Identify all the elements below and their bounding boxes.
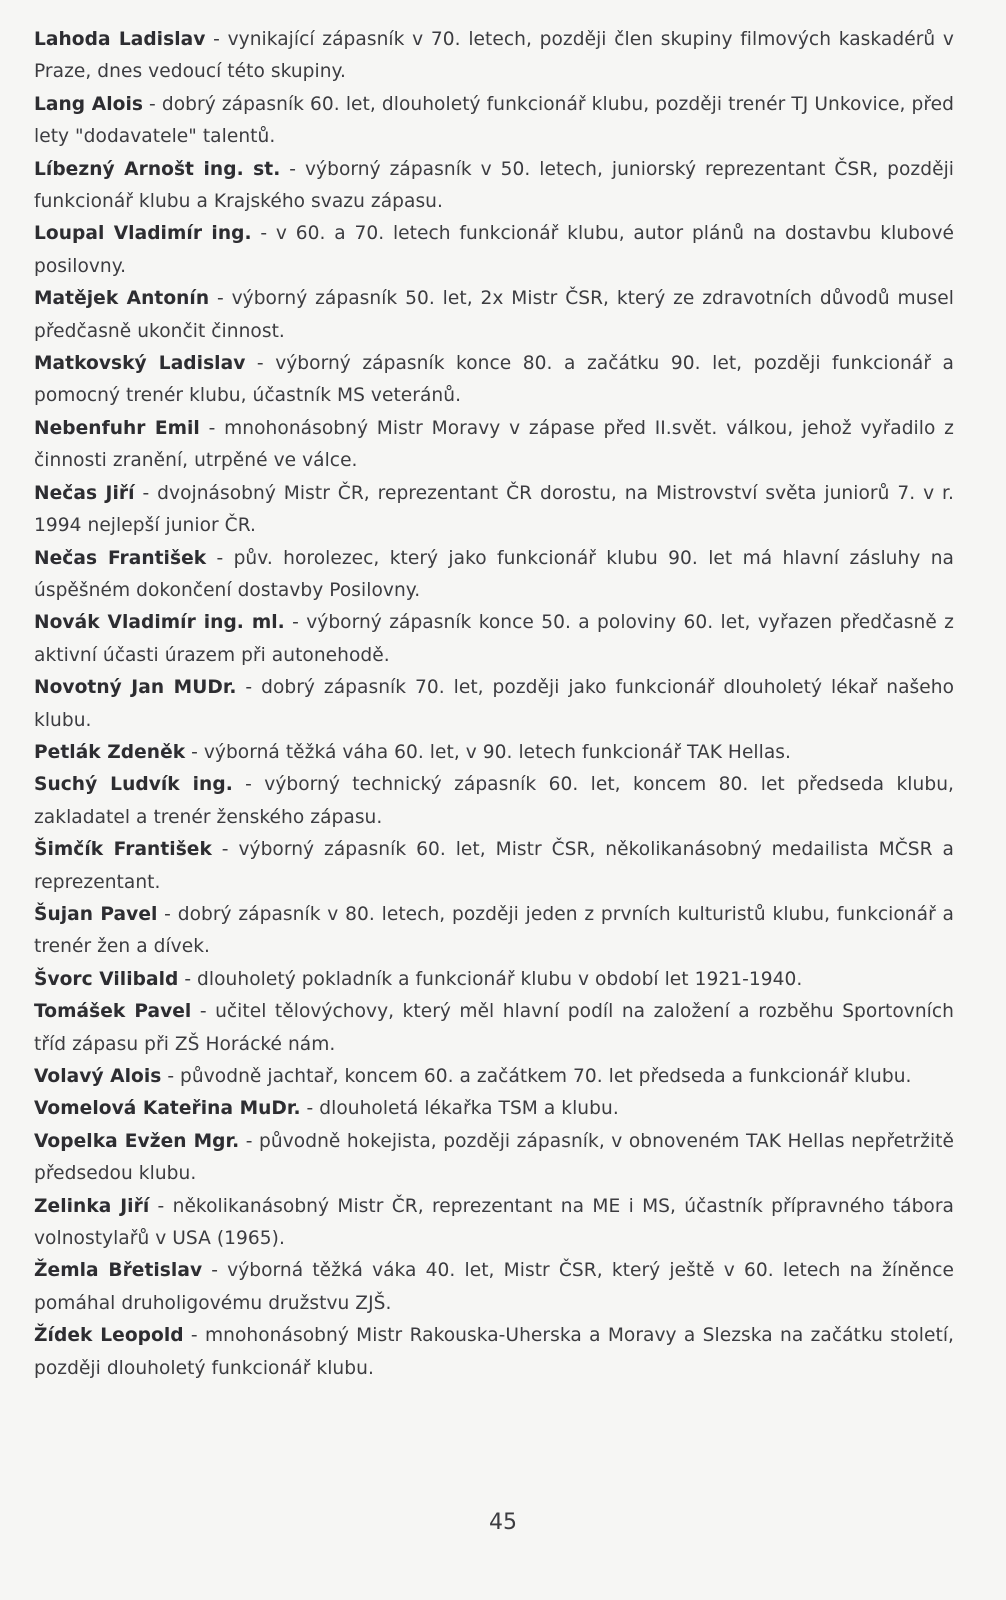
person-name: Žemla Břetislav [34, 1260, 203, 1282]
biography-entry [34, 154, 954, 219]
person-description: - vynikající zápasník v 70. letech, později člen skupiny filmových kaskadérů v Praze, dnes vedoucí této skupiny. [34, 29, 954, 83]
person-description: - několikanásobný Mistr ČR, reprezentant na ME i MS, účastník přípravného tábora volnostylařů v USA (1965). [34, 1195, 954, 1250]
biography-entry [34, 1061, 954, 1093]
entry-list [34, 24, 954, 1385]
person-name: Matějek Antonín [34, 288, 210, 310]
person-name: Vopelka Evžen Mgr. [34, 1130, 240, 1152]
person-name: Nebenfuhr Emil [34, 417, 200, 439]
person-name: Loupal Vladimír ing. [34, 223, 252, 245]
biography-entry [34, 769, 954, 834]
person-description: - mnohonásobný Mistr Moravy v zápase před II.svět. válkou, jehož vyřadilo z činnosti zranění, utrpěné ve válce. [34, 417, 954, 472]
person-name: Nečas Jiří [34, 482, 135, 504]
person-description: - v 60. a 70. letech funkcionář klubu, autor plánů na dostavbu klubové posilovny. [34, 223, 954, 277]
biography-entry [34, 737, 954, 769]
biography-entry [34, 283, 954, 348]
biography-entry [34, 218, 954, 283]
person-name: Vomelová Kateřina MuDr. [34, 1098, 301, 1120]
person-name: Volavý Alois [34, 1066, 162, 1087]
person-description: - mnohonásobný Mistr Rakouska-Uherska a Moravy a Slezska na začátku století, později dlouholetý funkcionář klubu. [34, 1325, 955, 1379]
biography-entry [34, 1191, 954, 1256]
biography-entry [34, 1126, 954, 1191]
biography-entry [34, 1255, 954, 1320]
person-description: - výborný zápasník 60. let, Mistr ČSR, několikanásobný medailista MČSR a reprezentant. [34, 839, 954, 893]
person-description: - dobrý zápasník 60. let, dlouholetý funkcionář klubu, později trenér TJ Unkovice, před lety "dodavatele" talentů. [34, 93, 954, 148]
person-name: Lang Alois [34, 93, 143, 115]
person-name: Matkovský Ladislav [34, 353, 246, 375]
biography-entry [34, 672, 954, 737]
biography-entry [34, 413, 954, 478]
person-name: Petlák Zdeněk [34, 741, 186, 763]
person-name: Novotný Jan MUDr. [34, 677, 237, 699]
biography-entry [34, 543, 954, 608]
biography-entry [34, 899, 954, 964]
person-description: - původně jachtař, koncem 60. a začátkem 70. let předseda a funkcionář klubu. [161, 1066, 912, 1087]
person-description: - výborná těžká váha 60. let, v 90. letech funkcionář TAK Hellas. [185, 741, 792, 763]
person-description: - výborný zápasník konce 50. a poloviny 60. let, vyřazen předčasně z aktivní účasti úrazem při autonehodě. [34, 612, 954, 666]
person-name: Žídek Leopold [34, 1325, 184, 1347]
person-name: Suchý Ludvík ing. [34, 774, 233, 796]
person-name: Šujan Pavel [34, 903, 158, 925]
person-description: - dobrý zápasník v 80. letech, později jeden z prvních kulturistů klubu, funkcionář a trenér žen a dívek. [34, 903, 954, 958]
biography-entry [34, 996, 954, 1061]
biography-entry [34, 834, 954, 899]
person-description: - pův. horolezec, který jako funkcionář klubu 90. let má hlavní zásluhy na úspěšném dokončení dostavby Posilovny. [34, 547, 954, 601]
person-description: - dvojnásobný Mistr ČR, reprezentant ČR dorostu, na Mistrovství světa juniorů 7. v r. 1994 nejlepší junior ČR. [34, 482, 954, 537]
biography-entry [34, 478, 954, 543]
person-description: - výborný technický zápasník 60. let, koncem 80. let předseda klubu, zakladatel a trenér ženského zápasu. [34, 774, 954, 828]
person-description: - výborný zápasník konce 80. a začátku 90. let, později funkcionář a pomocný trenér klubu, účastník MS veteránů. [34, 353, 955, 407]
person-name: Švorc Vilibald [34, 968, 179, 990]
person-description: - dobrý zápasník 70. let, později jako funkcionář dlouholetý lékař našeho klubu. [34, 677, 955, 731]
person-description: - dlouholetý pokladník a funkcionář klubu v období let 1921-1940. [178, 968, 803, 990]
person-name: Nečas František [34, 547, 207, 569]
person-name: Tomášek Pavel [34, 1001, 192, 1023]
page-number: 45 [489, 1510, 517, 1535]
person-description: - výborná těžká váka 40. let, Mistr ČSR, který ještě v 60. letech na žíněnce pomáhal druholigovému družstvu ZJŠ. [34, 1260, 955, 1314]
person-description: - dlouholetá lékařka TSM a klubu. [300, 1098, 619, 1120]
biography-entry [34, 607, 954, 672]
person-description: - výborný zápasník 50. let, 2x Mistr ČSR, který ze zdravotních důvodů musel předčasně ukončit činnost. [34, 288, 954, 342]
person-name: Novák Vladimír ing. ml. [34, 612, 285, 634]
biography-entry [34, 964, 954, 996]
person-name: Šimčík František [34, 839, 212, 861]
biography-entry [34, 1320, 954, 1385]
person-description: - výborný zápasník v 50. letech, juniorský reprezentant ČSR, později funkcionář klubu a Krajského svazu zápasu. [34, 158, 954, 213]
biography-entry [34, 348, 954, 413]
biography-entry [34, 89, 954, 154]
person-description: - původně hokejista, později zápasník, v obnoveném TAK Hellas nepřetržitě předsedou klubu. [34, 1130, 954, 1185]
biography-entry [34, 1093, 954, 1125]
person-name: Zelinka Jiří [34, 1195, 150, 1217]
biography-entry [34, 24, 954, 89]
person-name: Lahoda Ladislav [34, 29, 206, 50]
person-name: Líbezný Arnošt ing. st. [34, 158, 281, 180]
person-description: - učitel tělovýchovy, který měl hlavní podíl na založení a rozběhu Sportovních tříd zápasu při ZŠ Horácké nám. [34, 1001, 954, 1055]
